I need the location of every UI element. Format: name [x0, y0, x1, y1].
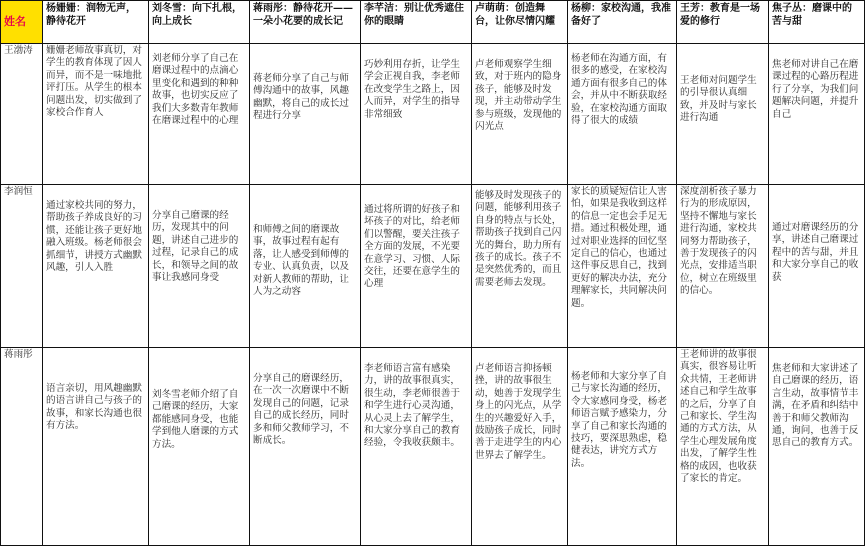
comment-cell: [568, 348, 677, 546]
comment-cell: 王老师讲的故事很真实，很容易让听众共情，王老师讲述自己和学生故事的之后，分享了自己和家长、学生沟通的方式方法，从学生心理发展角度出发，了解学生性格的成因，也收获了家长的肯定。: [677, 348, 769, 546]
comment-text: 焦老师对讲自己在磨课过程的心路历程进行了分享，为我们问题解决问题，并提升自己: [772, 59, 859, 120]
comment-cell: [472, 348, 568, 546]
comment-cell: 深度剖析孩子暴力行为的形成原因，坚持不懈地与家长进行沟通，家校共同努力帮助孩子，善于发现孩子的闪光点，安排适当职位，树立在班级里的信心。: [677, 185, 769, 348]
comment-text: 焦老师和大家讲述了自己磨课的经历，语言生动，故事情节丰满，在矛盾和纠结中善于和师父教师沟通，询问，也善于反思自己的教育方式。: [772, 363, 859, 449]
comment-text: 能够及时发现孩子的问题，能够利用孩子自身的特点与长处，帮助孩子找到自己闪光的舞台，助力所有孩子的成长。孩子不是突然优秀的，而且需要老师去发现。: [475, 190, 562, 288]
comment-cell: [769, 185, 865, 348]
table-row: [1, 44, 865, 185]
comment-cell: [43, 348, 149, 546]
comment-cell: [472, 44, 568, 185]
comment-text: 通过将所谓的好孩子和坏孩子的对比，给老师们以警醒，要关注孩子全方面的发展，不光要在意学习、习惯、人际交往，还要在意学生的心理: [364, 204, 460, 290]
column-header: 杨姗姗：润物无声，静待花开: [43, 1, 149, 44]
comment-cell: [361, 44, 472, 185]
comment-cell: [149, 185, 250, 348]
header-row: [1, 1, 865, 44]
comment-cell: [361, 185, 472, 348]
comment-text: 王老师对问题学生的引导很认真细致，并及时与家长进行沟通: [680, 75, 757, 124]
table-row: [1, 185, 865, 348]
comment-text: 语言亲切，用风趣幽默的语言讲自己与孩子的故事，和家长沟通也很有方法。: [46, 383, 142, 432]
comment-cell: [361, 348, 472, 546]
comment-text: 杨老师和大家分享了自己与家长沟通的经历，令大家感同身受，杨老师语言赋予感染力，分享了自己和家长沟通的技巧，要深思熟虑，稳健表达，讲究方式方法。: [571, 371, 667, 469]
comment-text: 通过家校共同的努力，帮助孩子养成良好的习惯，还能让孩子更好地融入班级。杨老师很会抓细节，讲授方式幽默风趣，引人入胜: [46, 200, 142, 274]
comment-cell: [677, 44, 769, 185]
column-header: 王芳：教育是一场爱的修行: [677, 1, 769, 44]
comment-text: 刘老师分享了自己在磨课过程中的点滴心里变化和遇到的种种故事，也切实反应了我们大多数青年教师在磨课过程中的心理: [152, 53, 239, 127]
comment-text: 分享自己的磨课经历，在一次一次磨课中不断发现自己的问题，记录自己的成长经历，同时多和师父教师学习，不断成长。: [253, 373, 349, 447]
table-row: [1, 348, 865, 546]
comment-cell: [250, 44, 361, 185]
column-header: 蒋雨彤：静待花开——一朵小花要的成长记: [250, 1, 361, 44]
comment-cell: [250, 348, 361, 546]
column-header: 焦子丛：磨课中的苦与甜: [769, 1, 865, 44]
row-name: 蒋雨彤: [1, 348, 43, 546]
comment-text: 卢老师语言抑扬顿挫，讲的故事很生动，她善于发现学生身上的闪光点，从学生的兴趣爱好入手，鼓励孩子成长，同时善于走进学生的内心世界去了解学生。: [475, 363, 562, 461]
comment-cell: 姗姗老师故事真切，对学生的教育体现了因人而异，而不是一味地批评打压。从学生的根本问题出发，切实做到了家校合作育人: [43, 44, 149, 185]
row-name: 李润恒: [1, 185, 43, 348]
comment-cell: [769, 348, 865, 546]
comment-cell: [43, 185, 149, 348]
comment-text: 刘冬雪老师介绍了自己磨课的经历，大家都能感同身受，也能学到他人磨课的方式方法。: [152, 389, 239, 450]
comment-cell: [149, 348, 250, 546]
comment-cell: [472, 185, 568, 348]
comment-text: 分享自己磨课的经历，发现其中的问题，讲述自己进步的过程，记录自己的成长，和领导之间的故事让我感同身受: [152, 210, 239, 284]
name-header: 姓名: [1, 1, 43, 44]
comment-text: 杨老师在沟通方面，有很多的感受，在家校沟通方面有很多自己的体会，并从中不断获取经验，在家校沟通方面取得了很大的成绩: [571, 53, 667, 127]
comment-text: 巧妙利用存折，让学生学会正视自我，李老师在改变学生之路上，因人而异，对学生的指导非常细致: [364, 59, 460, 120]
row-name: 王渤涛: [1, 44, 43, 185]
comment-cell: 家长的质疑短信让人害怕，如果是我收到这样的信息一定也会手足无措。通过积极处理，通过对职业选择的回忆坚定自己的信心，也通过这件事反思自己，找到更好的解决办法，充分理解家长，共同解决问题。: [568, 185, 677, 348]
column-header: 杨柳：家校沟通，我准备好了: [568, 1, 677, 44]
comment-text: 蒋老师分享了自己与师傅沟通中的故事，风趣幽默，将自己的成长过程进行分享: [253, 73, 349, 122]
column-header: 刘冬雪：向下扎根，向上成长: [149, 1, 250, 44]
comment-text: 李老师语言富有感染力，讲的故事很真实，很生动，李老师很善于和学生进行心灵沟通，从心灵上去了解学生，和大家分享自己的教育经验，令我收获颇丰。: [364, 363, 460, 449]
comment-cell: [250, 185, 361, 348]
column-header: 卢萌萌：创造舞台，让你尽情闪耀: [472, 1, 568, 44]
comment-cell: [769, 44, 865, 185]
comment-text: 和师傅之间的磨课故事，故事过程有起有落，让人感受到师傅的专业、认真负责，以及对新人教师的帮助，让人为之动容: [253, 224, 349, 298]
comment-text: 通过对磨课经历的分享，讲述自己磨课过程中的苦与甜，并且和大家分享自己的收获: [772, 222, 859, 283]
comment-cell: [149, 44, 250, 185]
column-header: 李芊洁：别让优秀遮住你的眼睛: [361, 1, 472, 44]
comment-text: 卢老师观察学生细致，对于班内的隐身孩子，能够及时发现，并主动带动学生参与班级，发现他的闪光点: [475, 59, 562, 133]
comment-cell: [568, 44, 677, 185]
